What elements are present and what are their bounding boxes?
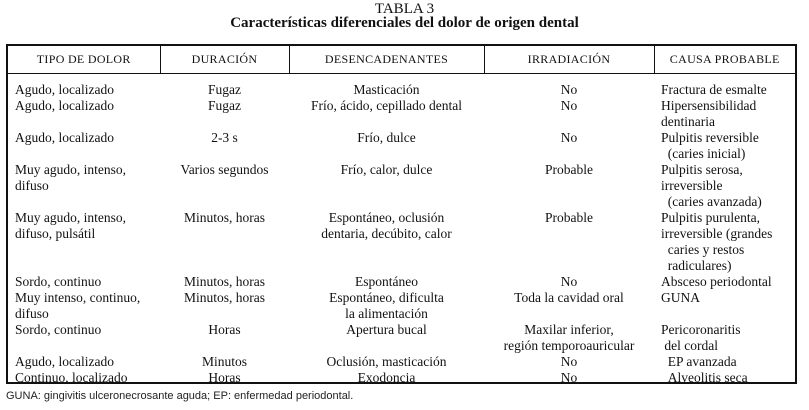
table-number: TABLA 3 bbox=[374, 1, 435, 17]
cell-desencadenantes: Apertura bucal bbox=[346, 322, 427, 337]
cell-causa-probable: Pulpitis reversible (caries inicial) bbox=[661, 130, 759, 161]
table-row bbox=[8, 370, 795, 386]
cell-irradiacion: No bbox=[560, 354, 578, 369]
cell-desencadenantes: Frío, calor, dulce bbox=[340, 162, 433, 177]
cell-duracion: Fugaz bbox=[208, 82, 241, 97]
cell-desencadenantes: Exodoncia bbox=[357, 370, 416, 385]
header-irradiacion: IRRADIACIÓN bbox=[484, 46, 654, 74]
cell-desencadenantes: Oclusión, masticación bbox=[326, 354, 447, 369]
cell-tipo-de-dolor: Continuo, localizado bbox=[15, 370, 128, 385]
table-title: Características diferenciales del dolor de origen dental bbox=[230, 15, 579, 31]
cell-desencadenantes: Masticación bbox=[353, 82, 420, 97]
header-duracion: DURACIÓN bbox=[160, 46, 289, 74]
cell-irradiacion: No bbox=[560, 130, 578, 145]
cell-duracion: Minutos, horas bbox=[184, 290, 265, 305]
pain-characteristics-table bbox=[6, 44, 797, 384]
table-row bbox=[8, 322, 795, 354]
cell-tipo-de-dolor: Muy intenso, continuo, difuso bbox=[15, 290, 141, 321]
cell-causa-probable: Hipersensibilidad dentinaria bbox=[661, 98, 757, 129]
cell-irradiacion: No bbox=[560, 82, 578, 97]
table-row bbox=[8, 74, 795, 99]
cell-causa-probable: Pulpitis serosa, irreversible (caries avanzada) bbox=[661, 162, 762, 209]
cell-causa-probable: EP avanzada bbox=[661, 354, 737, 369]
header-desencadenantes: DESENCADENANTES bbox=[289, 46, 484, 74]
cell-desencadenantes: Frío, ácido, cepillado dental bbox=[310, 98, 463, 113]
table-footnote: GUNA: gingivitis ulceronecrosante aguda; EP: enfermedad periodontal. bbox=[6, 390, 354, 402]
table-row bbox=[8, 274, 795, 290]
header-causa-probable: CAUSA PROBABLE bbox=[654, 46, 795, 74]
cell-duracion: Varios segundos bbox=[180, 162, 269, 177]
table-row bbox=[8, 290, 795, 322]
cell-duracion: Horas bbox=[208, 370, 241, 385]
cell-tipo-de-dolor: Muy agudo, intenso, difuso bbox=[15, 162, 126, 193]
cell-causa-probable: Alveolitis seca bbox=[661, 370, 748, 385]
cell-tipo-de-dolor: Muy agudo, intenso, difuso, pulsátil bbox=[15, 210, 126, 241]
table-row bbox=[8, 354, 795, 370]
cell-tipo-de-dolor: Sordo, continuo bbox=[15, 274, 102, 289]
cell-causa-probable: Fractura de esmalte bbox=[661, 82, 767, 97]
cell-tipo-de-dolor: Agudo, localizado bbox=[15, 354, 114, 369]
cell-desencadenantes: Frío, dulce bbox=[357, 130, 416, 145]
cell-duracion: Fugaz bbox=[208, 98, 241, 113]
cell-irradiacion: No bbox=[560, 98, 578, 113]
cell-causa-probable: GUNA bbox=[661, 290, 700, 305]
cell-tipo-de-dolor: Agudo, localizado bbox=[15, 130, 114, 145]
cell-tipo-de-dolor: Agudo, localizado bbox=[15, 98, 114, 113]
cell-causa-probable: Absceso periodontal bbox=[661, 274, 772, 289]
cell-tipo-de-dolor: Sordo, continuo bbox=[15, 322, 102, 337]
cell-duracion: Minutos, horas bbox=[184, 274, 265, 289]
cell-causa-probable: Pulpitis purulenta, irreversible (grandes caries y restos radiculares) bbox=[661, 210, 773, 273]
header-row bbox=[8, 46, 795, 74]
table-row bbox=[8, 130, 795, 162]
cell-irradiacion: No bbox=[560, 274, 578, 289]
cell-irradiacion: Toda la cavidad oral bbox=[514, 290, 624, 305]
cell-tipo-de-dolor: Agudo, localizado bbox=[15, 82, 114, 97]
cell-desencadenantes: Espontáneo, dificulta la alimentación bbox=[329, 290, 444, 321]
cell-irradiacion: Probable bbox=[545, 210, 593, 225]
cell-duracion: Horas bbox=[208, 322, 241, 337]
cell-irradiacion: Probable bbox=[545, 162, 593, 177]
cell-duracion: 2-3 s bbox=[211, 130, 238, 145]
cell-desencadenantes: Espontáneo bbox=[355, 274, 418, 289]
header-tipo-de-dolor: TIPO DE DOLOR bbox=[8, 46, 160, 74]
cell-causa-probable: Pericoronaritis del cordal bbox=[661, 322, 741, 353]
cell-irradiacion: Maxilar inferior, región temporoauricular bbox=[503, 322, 635, 353]
table-row bbox=[8, 162, 795, 210]
table-row bbox=[8, 210, 795, 274]
cell-desencadenantes: Espontáneo, oclusión dentaria, decúbito, calor bbox=[321, 210, 452, 241]
cell-irradiacion: No bbox=[560, 370, 578, 385]
cell-duracion: Minutos, horas bbox=[184, 210, 265, 225]
table-row bbox=[8, 98, 795, 130]
cell-duracion: Minutos bbox=[201, 354, 247, 369]
data-table bbox=[8, 46, 795, 386]
